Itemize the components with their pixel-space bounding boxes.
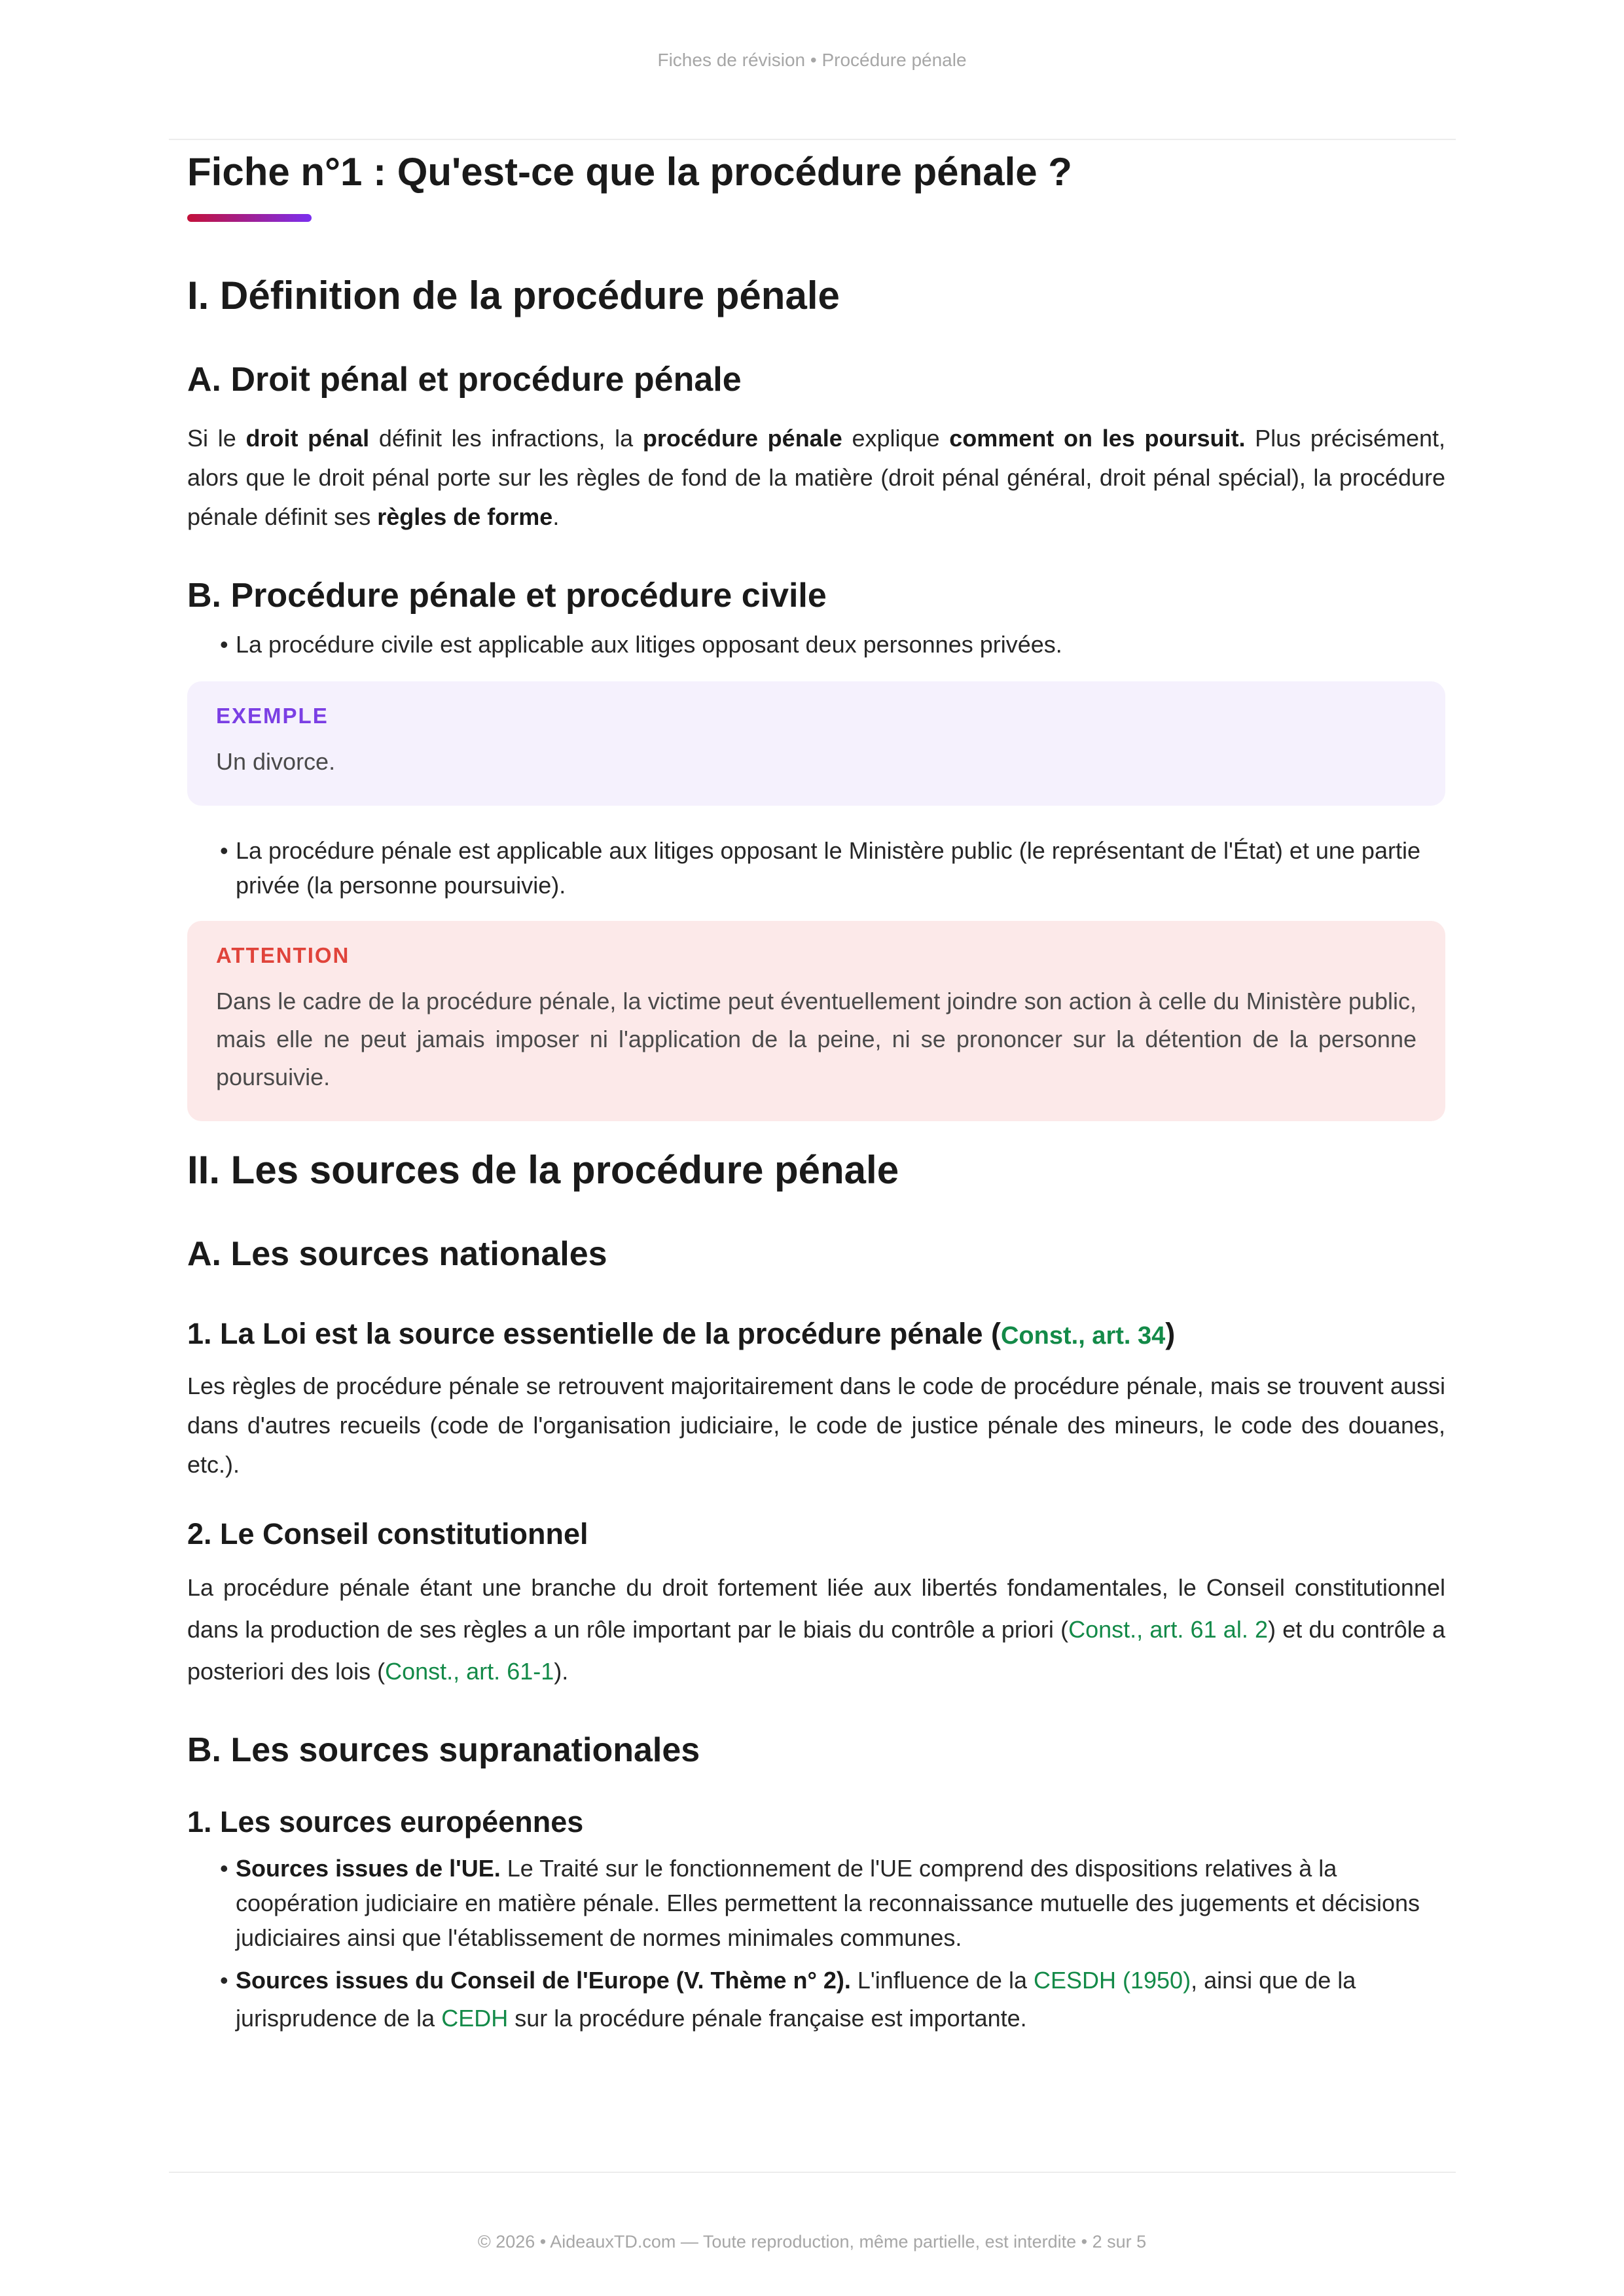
bold-term: règles de forme <box>377 503 553 530</box>
bullet-list <box>187 833 1445 903</box>
warning-label: ATTENTION <box>216 943 350 967</box>
bullet-list <box>187 627 1445 662</box>
list-item <box>220 1851 1445 1955</box>
list-item: • La procédure civile est applicable aux litiges opposant deux personnes privées. <box>220 627 1445 662</box>
document-body <box>187 136 1445 2044</box>
heading-text: ) <box>1165 1317 1176 1350</box>
title-underline <box>187 214 312 222</box>
text-run: . <box>552 503 560 530</box>
text-run: ). <box>554 1658 569 1685</box>
example-callout <box>187 681 1445 806</box>
section-heading-2: II. Les sources de la procédure pénale <box>187 1148 899 1192</box>
text-run: La procédure pénale étant une branche du droit fortement liée aux libertés fondamentales, le Conseil constitutionnel dans la production de ses règles a un rôle important par le biais du contrôle a priori ( <box>187 1574 1445 1643</box>
legal-reference: Const., art. 61 al. 2 <box>1068 1616 1269 1643</box>
paragraph-loi: Les règles de procédure pénale se retrouvent majoritairement dans le code de procédure pénale, mais se trouvent aussi dans d'autres recueils (code de l'organisation judiciaire, le code de justice pénale des mineurs, le code des douanes, etc.). <box>187 1372 1445 1478</box>
paragraph-conseil <box>187 1567 1445 1693</box>
subsection-heading-1a: A. Droit pénal et procédure pénale <box>187 361 742 399</box>
page-header: Fiches de révision • Procédure pénale <box>657 50 967 70</box>
text-run: Plus précisément, alors que le droit pénal porte sur les règles de fond de la matière (droit pénal général, droit pénal spécial), la procédure pénale définit ses <box>187 425 1445 530</box>
text-run: ) et du contrôle a posteriori des lois ( <box>187 1616 1445 1685</box>
heading-text: 1. La Loi est la source essentielle de la procédure pénale ( <box>187 1317 1001 1350</box>
legal-reference: Const., art. 34 <box>1000 1322 1166 1350</box>
text-run: explique <box>842 425 950 452</box>
text-run: sur la procédure pénale française est importante. <box>508 2005 1027 2032</box>
subsubsection-heading-europe: 1. Les sources européennes <box>187 1805 584 1839</box>
paragraph-definition <box>187 419 1445 537</box>
legal-reference: Const., art. 61-1 <box>385 1658 554 1685</box>
section-heading-1: I. Définition de la procédure pénale <box>187 274 840 317</box>
bullet-list <box>187 1851 1445 2037</box>
list-item: • La procédure pénale est applicable aux litiges opposant le Ministère public (le représentant de l'État) et une partie privée (la personne poursuivie). <box>220 833 1445 903</box>
legal-reference: CEDH <box>441 2005 509 2032</box>
text-run: Si le <box>187 425 246 452</box>
bold-term: droit pénal <box>245 425 370 452</box>
text-run: Le Traité sur le fonctionnement de l'UE comprend des dispositions relatives à la coopération judiciaire en matière pénale. Elles permettent la reconnaissance mutuelle des jugements et décisions judiciaires ainsi que l'établissement de normes minimales communes. <box>236 1855 1420 1951</box>
warning-text: Dans le cadre de la procédure pénale, la victime peut éventuellement joindre son action à celle du Ministère public, mais elle ne peut jamais imposer ni l'application de la peine, ni se prononcer sur la détention de la personne poursuivie. <box>216 988 1416 1090</box>
text-run: , ainsi que de la jurisprudence de la <box>236 1967 1356 2032</box>
bold-term: Sources issues de l'UE. <box>236 1855 501 1882</box>
example-label: EXEMPLE <box>216 704 329 728</box>
text-run: L'influence de la <box>850 1967 1034 1994</box>
subsection-heading-2b: B. Les sources supranationales <box>187 1731 700 1769</box>
subsubsection-heading-loi <box>187 1317 1445 1351</box>
bold-term: comment on les poursuit. <box>949 425 1246 452</box>
warning-callout <box>187 921 1445 1121</box>
footer-divider <box>169 2172 1456 2173</box>
subsection-heading-2a: A. Les sources nationales <box>187 1235 607 1273</box>
page-footer: © 2026 • AideauxTD.com — Toute reproduction, même partielle, est interdite • 2 sur 5 <box>477 2232 1147 2251</box>
legal-reference: CESDH (1950) <box>1033 1967 1191 1994</box>
example-text: Un divorce. <box>216 748 336 775</box>
subsection-heading-1b: B. Procédure pénale et procédure civile <box>187 577 827 615</box>
page-title: Fiche n°1 : Qu'est-ce que la procédure pénale ? <box>187 150 1072 194</box>
text-run: définit les infractions, la <box>369 425 643 452</box>
list-item <box>220 1962 1445 2037</box>
bold-term: Sources issues du Conseil de l'Europe (V. Thème n° 2). <box>236 1967 851 1994</box>
subsubsection-heading-conseil: 2. Le Conseil constitutionnel <box>187 1517 588 1551</box>
bold-term: procédure pénale <box>642 425 842 452</box>
